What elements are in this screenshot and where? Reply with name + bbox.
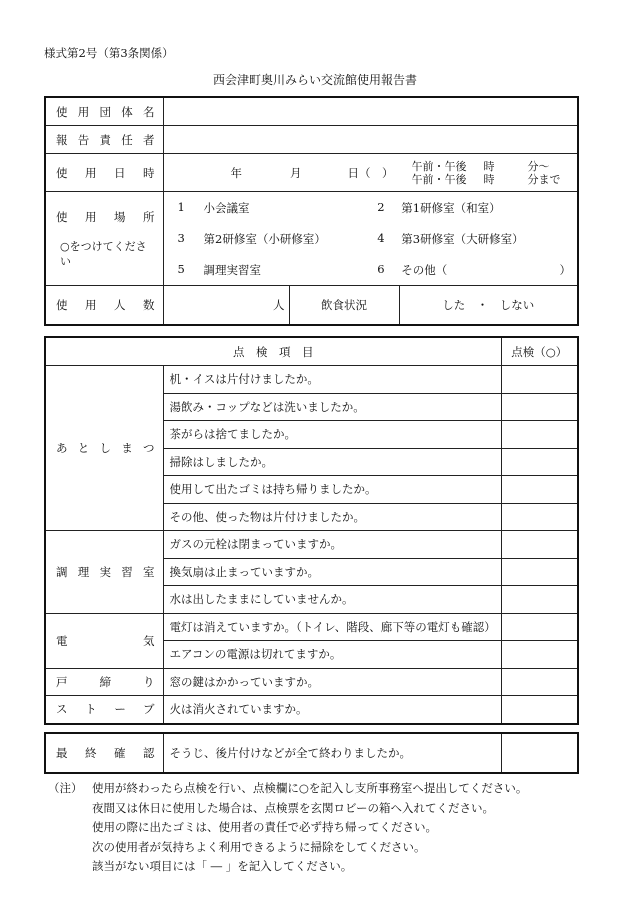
time-start-ampm: 午前・午後 bbox=[411, 159, 467, 173]
people-count-field[interactable] bbox=[163, 286, 289, 326]
check-item-text: 火は消火されていますか。 bbox=[163, 696, 501, 724]
check-row bbox=[45, 531, 578, 559]
check-group-label: あとしまつ bbox=[45, 366, 163, 531]
check-item-text: 机・イスは片付けましたか。 bbox=[163, 366, 501, 394]
place-label: 使用場所 bbox=[56, 209, 155, 224]
form-number: 様式第2号（第3条関係） bbox=[44, 46, 174, 60]
check-group-label: 調理実習室 bbox=[45, 531, 163, 614]
check-item-text: その他、使った物は片付けましたか。 bbox=[163, 503, 501, 531]
place-label-cell bbox=[45, 192, 163, 286]
note-text: 該当がない項目には「 ― 」を記入してください。 bbox=[92, 859, 353, 873]
venue-option-5[interactable]: 5 調理実習室 bbox=[177, 261, 261, 277]
date-year: 年 bbox=[230, 165, 242, 180]
notes bbox=[48, 779, 527, 877]
note-line bbox=[48, 779, 527, 799]
date-month: 月 bbox=[290, 165, 302, 180]
check-item-text: 掃除はしましたか。 bbox=[163, 448, 501, 476]
check-item-text: 湯飲み・コップなどは洗いましたか。 bbox=[163, 393, 501, 421]
check-item-text: エアコンの電源は切れてますか。 bbox=[163, 641, 501, 669]
check-box[interactable] bbox=[501, 586, 578, 614]
check-group-label: 電気 bbox=[45, 613, 163, 668]
final-check-text: そうじ、後片付けなどが全て終わりましたか。 bbox=[163, 733, 501, 773]
venue-option-1[interactable]: 1 小会議室 bbox=[177, 199, 250, 215]
date-day: 日（ ） bbox=[347, 165, 394, 180]
check-header-items: 点 検 項 目 bbox=[45, 337, 501, 366]
place-note: ○をつけてください bbox=[60, 239, 147, 268]
check-item-text: 電灯は消えていますか。（トイレ、階段、廊下等の電灯も確認） bbox=[163, 613, 501, 641]
note-line bbox=[48, 857, 527, 877]
time-range bbox=[412, 160, 561, 186]
reporter-field[interactable] bbox=[163, 126, 578, 154]
check-row bbox=[45, 366, 578, 394]
check-group-label: 戸締り bbox=[45, 668, 163, 696]
checklist-table bbox=[44, 336, 579, 725]
check-box[interactable] bbox=[501, 668, 578, 696]
check-item-text: 窓の鍵はかかっていますか。 bbox=[163, 668, 501, 696]
final-check-label: 最終確認 bbox=[45, 733, 163, 773]
datetime-field[interactable] bbox=[163, 154, 578, 192]
check-box[interactable] bbox=[501, 613, 578, 641]
check-box[interactable] bbox=[501, 641, 578, 669]
check-row bbox=[45, 613, 578, 641]
time-start-hour: 時 bbox=[483, 159, 495, 173]
usage-info-table bbox=[44, 96, 579, 326]
time-end-ampm: 午前・午後 bbox=[411, 172, 467, 186]
time-end-min: 分まで bbox=[527, 172, 561, 186]
document-title: 西会津町奥川みらい交流館使用報告書 bbox=[212, 73, 417, 87]
check-header-check: 点検（○） bbox=[501, 337, 578, 366]
people-label: 使用人数 bbox=[45, 286, 163, 326]
people-unit: 人 bbox=[273, 298, 285, 312]
venue-option-3[interactable]: 3 第2研修室（小研修室） bbox=[177, 230, 326, 246]
final-check-table bbox=[44, 732, 579, 774]
check-box[interactable] bbox=[501, 448, 578, 476]
check-item-text: ガスの元栓は閉まっていますか。 bbox=[163, 531, 501, 559]
check-row bbox=[45, 696, 578, 724]
venue-option-2[interactable]: 2 第1研修室（和室） bbox=[377, 199, 501, 215]
food-label: 飲食状況 bbox=[289, 286, 399, 326]
check-item-text: 使用して出たゴミは持ち帰りましたか。 bbox=[163, 476, 501, 504]
check-box[interactable] bbox=[501, 531, 578, 559]
note-line bbox=[48, 818, 527, 838]
note-text: 夜間又は休日に使用した場合は、点検票を玄関ロビーの箱へ入れてください。 bbox=[92, 800, 495, 815]
check-box[interactable] bbox=[501, 421, 578, 449]
note-line bbox=[48, 838, 527, 858]
check-row bbox=[45, 668, 578, 696]
time-end-hour: 時 bbox=[483, 172, 495, 186]
check-box[interactable] bbox=[501, 476, 578, 504]
check-box[interactable] bbox=[501, 696, 578, 724]
venue-option-6[interactable]: 6 その他（ ） bbox=[377, 261, 571, 277]
check-item-text: 換気扇は止まっていますか。 bbox=[163, 558, 501, 586]
note-text: 使用が終わったら点検を行い、点検欄に○を記入し支所事務室へ提出してください。 bbox=[92, 781, 528, 795]
venue-options bbox=[163, 192, 578, 286]
final-check-box[interactable] bbox=[501, 733, 578, 773]
note-prefix: （注） bbox=[48, 781, 83, 795]
note-text: 次の使用者が気持ちよく利用できるように掃除をしてください。 bbox=[92, 839, 426, 854]
datetime-label: 使用日時 bbox=[45, 154, 163, 192]
group-name-field[interactable] bbox=[163, 97, 578, 126]
check-item-text: 水は出したままにしていませんか。 bbox=[163, 586, 501, 614]
note-text: 使用の際に出たゴミは、使用者の責任で必ず持ち帰ってください。 bbox=[92, 820, 437, 834]
note-line bbox=[48, 799, 527, 819]
check-group-label: ストーブ bbox=[45, 696, 163, 724]
check-box[interactable] bbox=[501, 558, 578, 586]
venue-option-4[interactable]: 4 第3研修室（大研修室） bbox=[377, 230, 524, 246]
group-name-label: 使用団体名 bbox=[45, 97, 163, 126]
time-start-min: 分〜 bbox=[527, 159, 550, 173]
reporter-label: 報告責任者 bbox=[45, 126, 163, 154]
check-item-text: 茶がらは捨てましたか。 bbox=[163, 421, 501, 449]
check-box[interactable] bbox=[501, 366, 578, 394]
check-box[interactable] bbox=[501, 503, 578, 531]
check-box[interactable] bbox=[501, 393, 578, 421]
food-options[interactable]: した ・ しない bbox=[399, 286, 578, 326]
